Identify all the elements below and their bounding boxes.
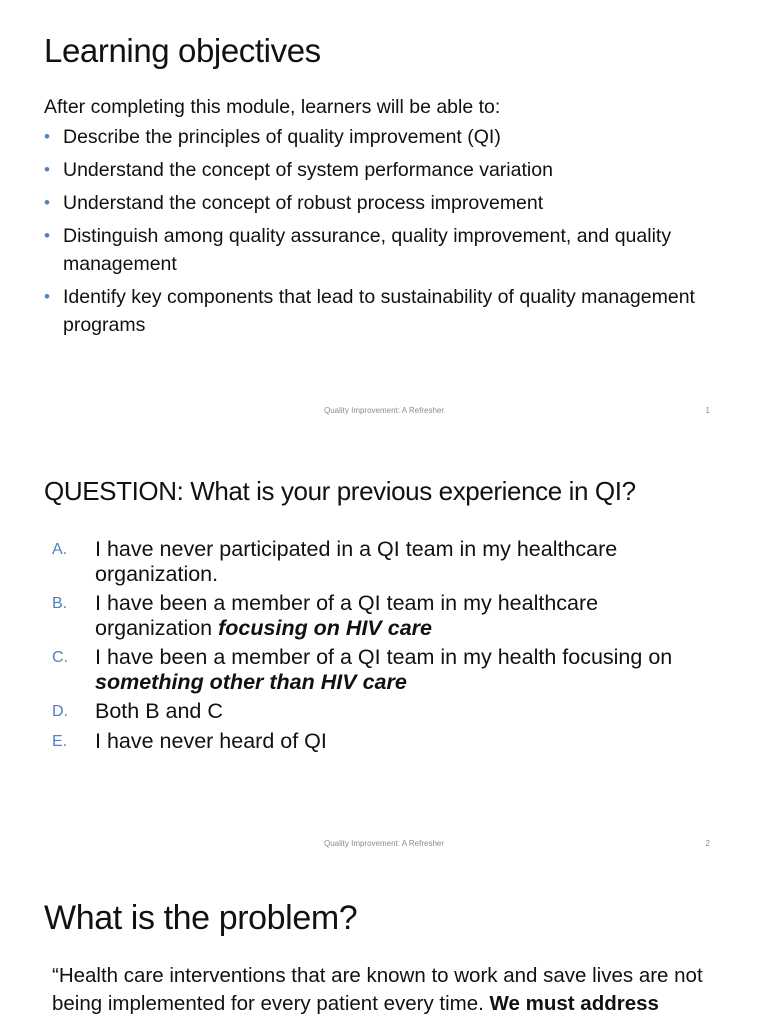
answer-option-d	[52, 699, 712, 724]
quote-bold: We must address	[489, 992, 659, 1015]
bullet-icon: •	[44, 226, 50, 245]
list-item	[44, 156, 724, 184]
objective-text: Identify key components that lead to sustainability of quality management programs	[63, 286, 695, 336]
bullet-icon: •	[44, 127, 50, 146]
option-emphasis: something other than HIV care	[95, 669, 407, 694]
option-text: Both B and C	[95, 699, 223, 723]
list-item	[44, 222, 724, 278]
bullet-icon: •	[44, 160, 50, 179]
option-emphasis: focusing on HIV care	[218, 615, 432, 640]
slide-problem	[0, 865, 768, 1024]
option-text: I have never participated in a QI team in my healthcare organization.	[95, 537, 618, 586]
option-letter: A.	[52, 541, 68, 558]
answer-option-b	[52, 591, 712, 640]
page-number: 1	[705, 406, 710, 415]
option-letter: E.	[52, 732, 68, 750]
objective-text: Understand the concept of robust process improvement	[63, 192, 544, 214]
option-text: I have been a member of a QI team in my healthcare organization	[95, 591, 599, 640]
answer-option-e	[52, 729, 712, 754]
answer-option-c	[52, 645, 712, 694]
intro-text: After completing this module, learners will be able to:	[44, 96, 501, 118]
objective-text: Understand the concept of system performance variation	[63, 159, 553, 181]
slide-title: What is the problem?	[44, 899, 358, 937]
list-item	[44, 123, 724, 151]
slide-learning-objectives	[0, 0, 768, 432]
page-number: 2	[705, 839, 710, 848]
list-item	[44, 189, 724, 217]
objective-text: Distinguish among quality assurance, quality improvement, and quality management	[63, 225, 672, 275]
bullet-icon: •	[44, 193, 50, 212]
answer-options-list	[52, 537, 712, 758]
quote-body: “Health care interventions that are known to work and save lives are not being implemented for every patient every time.	[52, 964, 703, 1015]
option-letter: B.	[52, 595, 68, 612]
bullet-icon: •	[44, 287, 50, 306]
slide-title: QUESTION: What is your previous experience in QI?	[44, 476, 636, 506]
option-letter: C.	[52, 649, 68, 666]
option-text: I have never heard of QI	[95, 728, 327, 753]
slide-footer: Quality Improvement: A Refresher	[323, 406, 445, 415]
list-item	[44, 283, 724, 339]
answer-option-a	[52, 537, 712, 586]
slide-question	[0, 432, 768, 865]
objectives-list	[44, 123, 724, 344]
slide-title: Learning objectives	[44, 32, 321, 69]
option-letter: D.	[52, 703, 68, 720]
option-text: I have been a member of a QI team in my health focusing on	[95, 645, 673, 669]
slide-footer: Quality Improvement: A Refresher	[323, 839, 445, 848]
objective-text: Describe the principles of quality improvement (QI)	[63, 126, 501, 148]
quote-text	[52, 962, 742, 1018]
